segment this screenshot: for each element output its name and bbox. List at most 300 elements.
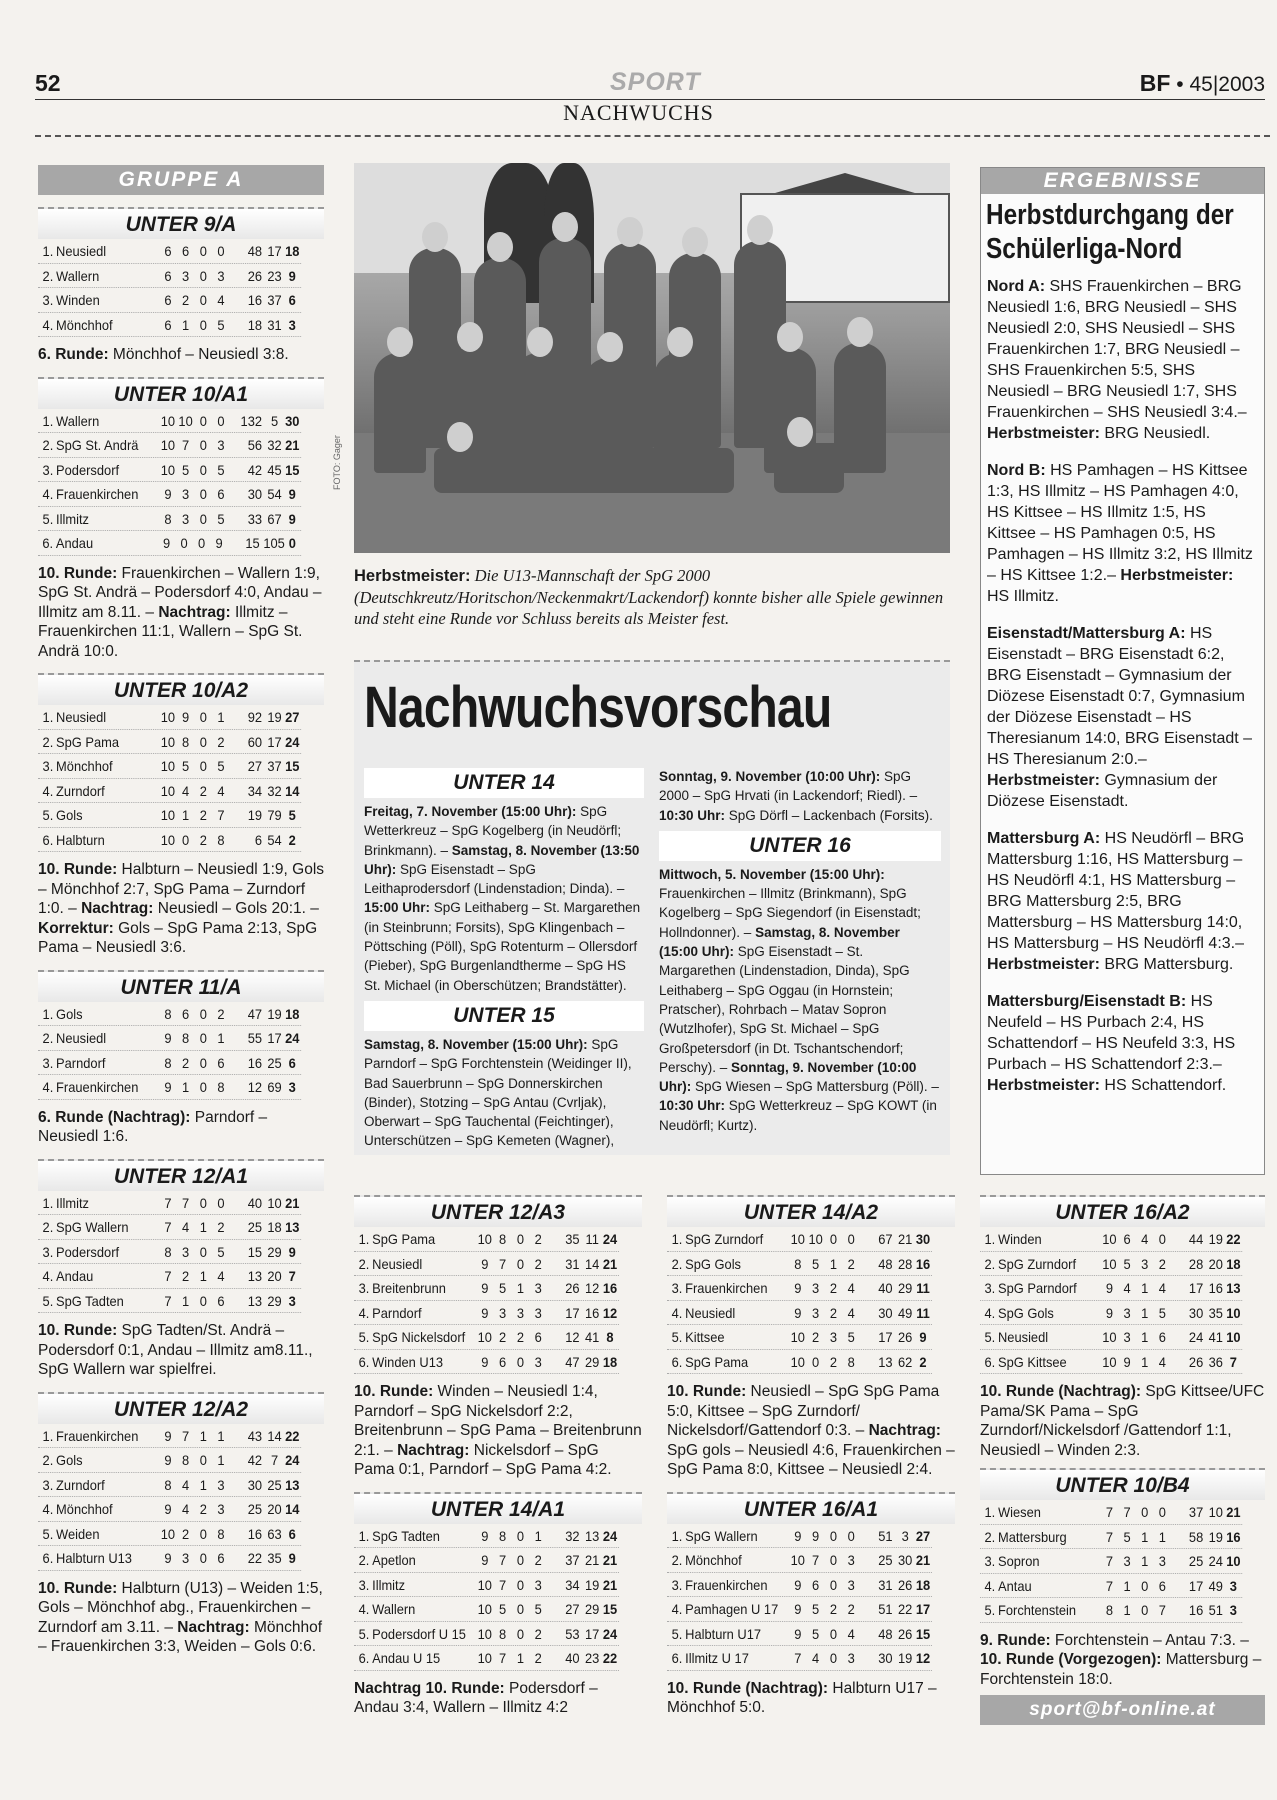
table-cell: 27 xyxy=(915,1527,931,1544)
table-cell: 7 xyxy=(217,807,225,823)
table-cell: 5. xyxy=(42,510,54,527)
table-cell: 16 xyxy=(247,1525,263,1542)
table-row xyxy=(38,239,301,264)
table-cell: 6. xyxy=(42,831,54,848)
table-cell: 2. xyxy=(984,1528,996,1545)
table-cell: 6 xyxy=(254,831,263,848)
table-cell: Neusiedl xyxy=(56,1030,107,1046)
table-cell: 3. xyxy=(42,461,54,478)
table-cell: 9 xyxy=(288,510,296,527)
table-row xyxy=(980,1252,1242,1277)
table-cell: 7 xyxy=(812,1552,820,1568)
table-cell: 42 xyxy=(247,461,263,478)
table-cell: 7 xyxy=(1158,1602,1166,1618)
table-cell: 3 xyxy=(901,1527,909,1544)
table-cell: 9 xyxy=(288,267,296,284)
table-cell: 19 xyxy=(267,709,282,725)
table-cell: Mönchhof xyxy=(56,758,113,774)
table-cell: 8 xyxy=(847,1353,855,1370)
table-cell: 6 xyxy=(217,1292,225,1309)
table-cell: 10 xyxy=(160,709,176,725)
table-cell: 0 xyxy=(829,1650,838,1666)
table-row xyxy=(38,779,301,804)
table-cell: 5. xyxy=(42,807,54,823)
result-text: Nachtrag 10. Runde: Podersdorf – Andau 3:4, Wallern – Illmitz 4:2 xyxy=(354,1679,598,1716)
table-cell: 7 xyxy=(499,1255,507,1272)
table-row xyxy=(980,1350,1242,1375)
table-cell: 21 xyxy=(285,1194,300,1211)
table-cell: 4. xyxy=(671,1304,683,1321)
table-cell: 19 xyxy=(1208,1528,1223,1545)
table-row xyxy=(354,1548,619,1573)
table-cell: Wallern xyxy=(56,267,100,284)
table-cell: Wiesen xyxy=(997,1504,1041,1520)
table-cell: 51 xyxy=(1208,1602,1223,1618)
table-cell: 0 xyxy=(217,243,225,259)
table-cell: 5. xyxy=(671,1625,683,1642)
table-cell: 30 xyxy=(285,412,300,429)
table-cell: 8 xyxy=(499,1625,507,1642)
table-cell: Parndorf xyxy=(372,1304,422,1321)
table-cell: 35 xyxy=(1208,1304,1223,1321)
photo-credit: FOTO: Gager xyxy=(332,435,342,490)
table-cell: 8 xyxy=(182,1030,190,1046)
table-cell: 2. xyxy=(671,1255,683,1272)
table-cell: Zurndorf xyxy=(56,782,105,799)
table-cell: Antau xyxy=(997,1577,1032,1594)
table-cell: 51 xyxy=(878,1601,893,1617)
table-cell: 7 xyxy=(164,1219,172,1235)
table-cell: 0 xyxy=(516,1255,525,1272)
table-cell: SpG Parndorf xyxy=(997,1280,1077,1296)
table-cell: 9 xyxy=(481,1353,489,1370)
table-cell: 4 xyxy=(847,1304,855,1321)
table-cell: 8 xyxy=(217,1079,225,1095)
table-cell: 10 xyxy=(477,1601,492,1617)
table-cell: 0 xyxy=(199,1079,207,1095)
table-cell: 25 xyxy=(267,1476,282,1493)
table-cell: Mattersburg xyxy=(997,1528,1067,1545)
table-cell: Winden xyxy=(997,1231,1042,1247)
table-cell: 43 xyxy=(247,1427,263,1444)
table-cell: Illmitz xyxy=(56,510,89,527)
table-cell: 16 xyxy=(247,1054,263,1071)
table-cell: Winden U13 xyxy=(372,1353,444,1370)
table-cell: 10 xyxy=(790,1231,805,1247)
table-cell: 0 xyxy=(829,1576,838,1593)
table-cell: 1. xyxy=(671,1527,683,1544)
table-cell: 16 xyxy=(1188,1602,1204,1618)
table-cell: 3 xyxy=(847,1650,855,1666)
table-cell: 19 xyxy=(585,1576,600,1593)
table-cell: 2 xyxy=(217,733,225,750)
table-cell: 10 xyxy=(1102,1255,1117,1272)
table-row xyxy=(980,1301,1242,1326)
table-row xyxy=(667,1548,932,1573)
table-cell: 4 xyxy=(1158,1353,1166,1370)
table-cell: 6 xyxy=(164,316,172,333)
table-cell: 0 xyxy=(516,1353,525,1370)
results-bar: ERGEBNISSE xyxy=(981,168,1264,194)
table-cell: 25 xyxy=(267,1054,282,1071)
table-cell: 2 xyxy=(829,1353,838,1370)
table-cell: 37 xyxy=(267,292,282,308)
table-cell: 0 xyxy=(199,510,207,527)
table-cell: 5 xyxy=(217,1243,225,1260)
table-cell: 30 xyxy=(878,1650,893,1666)
table-cell: 1 xyxy=(829,1255,838,1272)
table-cell: 19 xyxy=(267,1005,282,1022)
table-cell: 5 xyxy=(217,461,225,478)
table-row xyxy=(38,1546,301,1571)
table-cell: 7 xyxy=(182,437,190,453)
table-cell: 2 xyxy=(829,1280,838,1296)
table-cell: 3 xyxy=(1229,1602,1237,1618)
table-cell: 9 xyxy=(288,486,296,502)
table-cell: 62 xyxy=(898,1353,913,1370)
table-cell: Frauenkirchen xyxy=(685,1280,768,1296)
table-row xyxy=(354,1573,619,1598)
table-cell: SpG Gols xyxy=(997,1304,1054,1321)
table-cell: 6 xyxy=(182,243,190,259)
table-row xyxy=(354,1301,619,1326)
table-cell: 23 xyxy=(585,1650,600,1666)
table-cell: Illmitz xyxy=(372,1576,406,1593)
table-row xyxy=(667,1597,932,1622)
table-cell: 13 xyxy=(247,1292,263,1309)
table-cell: SpG Pama xyxy=(56,733,120,750)
table-cell: 9 xyxy=(481,1304,489,1321)
table-cell: 69 xyxy=(267,1079,282,1095)
table-cell: 17 xyxy=(1188,1577,1204,1594)
result-text: 10. Runde: Halbturn (U13) – Weiden 1:5, Gols – Mönchhof abg., Frauenkirchen – Zurndorf am 3.11. – Nachtrag: Mönchhof – Frauenkirchen 3:3, Weiden – Gols 0:6. xyxy=(38,1579,323,1655)
table-cell: 19 xyxy=(1208,1231,1223,1247)
subsection-title: NACHWUCHS xyxy=(563,100,714,125)
table-cell: 10 xyxy=(1226,1553,1241,1569)
team-photo xyxy=(354,163,950,553)
table-cell: 2 xyxy=(199,807,207,823)
table-cell: 3. xyxy=(42,1054,54,1071)
table-row xyxy=(38,1215,301,1240)
table-cell: 13 xyxy=(247,1268,263,1284)
table-cell: 48 xyxy=(878,1625,893,1642)
table-cell: 10 xyxy=(160,807,176,823)
table-row xyxy=(354,1524,619,1549)
table-cell: 2 xyxy=(534,1255,542,1272)
table-cell: 22 xyxy=(247,1550,263,1566)
table-row xyxy=(38,433,301,458)
table-cell: Wallern xyxy=(372,1601,416,1617)
table-cell: 20 xyxy=(267,1501,282,1517)
results-box xyxy=(980,167,1265,1175)
table-cell: Andau xyxy=(55,535,94,551)
table-cell: 8 xyxy=(1105,1602,1114,1618)
table-cell: 53 xyxy=(565,1625,580,1642)
table-cell: 9 xyxy=(794,1601,802,1617)
table-cell: 1 xyxy=(217,1427,225,1444)
table-cell: 31 xyxy=(267,316,282,333)
table-cell: 9 xyxy=(481,1527,489,1544)
table-cell: 6 xyxy=(288,1525,296,1542)
table-row xyxy=(38,1264,301,1289)
result-text: 6. Runde (Nachtrag): Parndorf – Neusiedl 1:6. xyxy=(38,1108,268,1145)
table-cell: 5 xyxy=(812,1601,820,1617)
table-cell: 1 xyxy=(1141,1329,1149,1345)
table-cell: 6. xyxy=(984,1353,996,1370)
table-cell: 3 xyxy=(534,1576,542,1593)
table-cell: SpG Wallern xyxy=(685,1527,758,1544)
result-text: 9. Runde: Forchtenstein – Antau 7:3. – 10. Runde (Vorgezogen): Mattersburg – Forchtenstein 18:0. xyxy=(980,1631,1262,1688)
table-cell: 9 xyxy=(481,1255,489,1272)
table-cell: 26 xyxy=(1188,1353,1204,1370)
table-cell: 92 xyxy=(247,709,263,725)
table-cell: 6. xyxy=(358,1353,370,1370)
table-cell: 0 xyxy=(516,1527,525,1544)
table-cell: 24 xyxy=(602,1625,618,1642)
table-cell: 6 xyxy=(499,1353,507,1370)
table-cell: 7 xyxy=(1105,1528,1114,1545)
standings-table xyxy=(38,1002,324,1100)
table-cell: 5. xyxy=(358,1329,370,1345)
table-cell: 3 xyxy=(182,1243,190,1260)
table-row xyxy=(354,1350,619,1375)
table-cell: Neusiedl xyxy=(997,1329,1049,1345)
table-row xyxy=(38,730,301,755)
table-cell: 21 xyxy=(1226,1504,1241,1520)
table-cell: 17 xyxy=(878,1329,893,1345)
table-cell: 3. xyxy=(984,1553,996,1569)
table-cell: 63 xyxy=(267,1525,282,1542)
table-row xyxy=(38,1289,301,1314)
table-cell: 41 xyxy=(1208,1329,1223,1345)
table-cell: 8 xyxy=(164,1476,172,1493)
table-row xyxy=(354,1646,619,1671)
table-title: UNTER 12/A2 xyxy=(38,1392,324,1424)
table-title: UNTER 14/A1 xyxy=(354,1492,642,1524)
table-cell: 54 xyxy=(267,831,282,848)
table-cell: 10 xyxy=(160,758,176,774)
table-cell: 0 xyxy=(847,1527,855,1544)
table-cell: 17 xyxy=(267,243,282,259)
table-cell: 3 xyxy=(288,1079,296,1095)
table-cell: 13 xyxy=(585,1527,600,1544)
table-cell: Frauenkirchen xyxy=(56,1079,139,1095)
table-row xyxy=(980,1525,1242,1550)
table-cell: 0 xyxy=(516,1625,525,1642)
table-cell: 1. xyxy=(358,1231,370,1247)
table-cell: 10 xyxy=(477,1231,492,1247)
table-cell: 0 xyxy=(516,1576,525,1593)
table-cell: 8 xyxy=(182,1452,190,1468)
bottom-col-1 xyxy=(354,1195,642,1718)
table-cell: 67 xyxy=(267,510,282,527)
table-cell: 10 xyxy=(160,733,176,750)
table-cell: Podersdorf xyxy=(56,1243,120,1260)
table-cell: 10 xyxy=(477,1650,492,1666)
table-row xyxy=(354,1276,619,1301)
table-cell: 9 xyxy=(794,1625,802,1642)
table-cell: 3 xyxy=(1158,1553,1166,1569)
table-cell: Sopron xyxy=(997,1553,1040,1569)
table-cell: 27 xyxy=(285,709,300,725)
table-cell: 47 xyxy=(247,1005,263,1022)
table-cell: 24 xyxy=(285,733,300,750)
table-cell: 5 xyxy=(217,316,225,333)
table-cell: 9 xyxy=(794,1304,802,1321)
table-cell: 9 xyxy=(164,1452,172,1468)
table-cell: 25 xyxy=(1188,1553,1204,1569)
table-cell: 18 xyxy=(247,316,263,333)
table-cell: 3 xyxy=(812,1304,820,1321)
table-cell: 7 xyxy=(499,1552,507,1568)
table-cell: 0 xyxy=(199,1005,207,1022)
table-cell: 58 xyxy=(1188,1528,1204,1545)
result-text: 10. Runde (Nachtrag): SpG Kittsee/UFC Pama/SK Pama – SpG Zurndorf/Nickelsdorf /Gattendorf 1:1, Neusiedl – Winden 2:3. xyxy=(980,1383,1265,1459)
table-cell: 5. xyxy=(42,1292,54,1309)
table-cell: Gols xyxy=(56,1452,83,1468)
table-cell: 5 xyxy=(288,807,296,823)
table-cell: 2. xyxy=(358,1255,370,1272)
table-cell: 13 xyxy=(285,1219,300,1235)
table-cell: 0 xyxy=(217,412,225,429)
table-cell: SpG Tadten xyxy=(56,1292,124,1309)
photo-caption: Herbstmeister: Die U13-Mannschaft der SpG 2000 (Deutschkreutz/Horitschon/Neckenmakrt/Lackendorf) konnte bisher alle Spiele gewinnen und steht eine Runde vor Schluss bereits als Meister fest. xyxy=(354,566,944,628)
table-row xyxy=(667,1646,932,1671)
table-cell: 10 xyxy=(808,1231,823,1247)
table-cell: 3. xyxy=(42,1476,54,1493)
table-cell: 11 xyxy=(916,1280,930,1296)
standings-table xyxy=(980,1500,1265,1623)
table-cell: 6 xyxy=(164,267,172,284)
table-cell: 0 xyxy=(199,1030,207,1046)
table-cell: 21 xyxy=(285,437,300,453)
table-row xyxy=(667,1573,932,1598)
table-row xyxy=(38,264,301,289)
table-cell: Andau U 15 xyxy=(372,1650,441,1666)
table-cell: 30 xyxy=(247,1476,263,1493)
table-cell: 10 xyxy=(160,782,176,799)
publication-separator: • xyxy=(1176,73,1184,96)
table-cell: 0 xyxy=(197,535,206,551)
table-cell: 8 xyxy=(217,831,225,848)
table-cell: 51 xyxy=(878,1527,893,1544)
table-cell: 3. xyxy=(42,292,54,308)
page-header xyxy=(35,64,1277,100)
table-cell: 8 xyxy=(794,1255,802,1272)
results-paragraph: Mattersburg A: HS Neudörfl – BRG Mattersburg 1:16, HS Mattersburg – HS Neudörfl 4:1, HS Mattersburg – BRG Mattersburg 2:5, BRG Mattersburg – HS Mattersburg 14:0, HS Mattersburg – HS Neudörfl 4:3.– Herbstmeister: BRG Mattersburg. xyxy=(987,830,1245,973)
table-cell: 14 xyxy=(285,1501,300,1517)
table-cell: 32 xyxy=(565,1527,580,1544)
table-cell: 4. xyxy=(358,1304,370,1321)
table-cell: 14 xyxy=(285,782,300,799)
table-cell: 4. xyxy=(42,316,54,333)
table-cell: 4. xyxy=(671,1601,683,1617)
table-cell: 6 xyxy=(1123,1231,1131,1247)
table-cell: Illmitz xyxy=(56,1194,89,1211)
table-cell: 6. xyxy=(42,1550,54,1566)
table-cell: 0 xyxy=(199,486,207,502)
table-row xyxy=(354,1597,619,1622)
results-paragraph: Nord A: SHS Frauenkirchen – BRG Neusiedl 1:6, BRG Neusiedl – SHS Neusiedl 2:0, SHS Neusiedl – SHS Frauenkirchen 1:7, BRG Neusiedl – SHS Frauenkirchen 5:5, SHS Neusiedl – BRG Neusiedl 1:7, SHS Frauenkirchen – SHS Neusiedl 3:4.– Herbstmeister: BRG Neusiedl. xyxy=(987,278,1247,442)
table-row xyxy=(38,507,301,532)
table-cell: 5 xyxy=(534,1601,542,1617)
table-cell: 6 xyxy=(164,243,172,259)
table-cell: 3 xyxy=(182,1550,190,1566)
table-cell: Gols xyxy=(56,807,83,823)
table-cell: 6 xyxy=(217,486,225,502)
table-cell: 1. xyxy=(671,1231,683,1247)
table-cell: 10 xyxy=(790,1353,805,1370)
table-cell: 1 xyxy=(1141,1304,1149,1321)
table-cell: 1. xyxy=(984,1231,996,1247)
table-cell: 2. xyxy=(42,267,54,284)
table-cell: 45 xyxy=(267,461,282,478)
table-cell: 18 xyxy=(285,243,300,259)
table-title: UNTER 11/A xyxy=(38,970,324,1002)
table-cell: 2. xyxy=(42,1219,54,1235)
table-cell: 29 xyxy=(585,1601,600,1617)
table-cell: 0 xyxy=(516,1552,525,1568)
email-link[interactable]: sport@bf-online.at xyxy=(980,1695,1265,1725)
table-cell: 0 xyxy=(199,1292,207,1309)
table-cell: 0 xyxy=(199,733,207,750)
table-cell: 9 xyxy=(1123,1353,1131,1370)
table-row xyxy=(38,313,301,338)
table-cell: 44 xyxy=(1188,1231,1204,1247)
table-cell: 48 xyxy=(878,1255,893,1272)
table-cell: 29 xyxy=(898,1280,913,1296)
table-cell: 42 xyxy=(247,1452,263,1468)
table-cell: 10 xyxy=(1102,1353,1117,1370)
table-cell: 20 xyxy=(267,1268,282,1284)
table-cell: SpG Gols xyxy=(685,1255,742,1272)
table-row xyxy=(38,1448,301,1473)
table-cell: 18 xyxy=(285,1005,300,1022)
table-cell: 6. xyxy=(358,1650,370,1666)
table-cell: 21 xyxy=(585,1552,600,1568)
table-row xyxy=(667,1325,932,1350)
table-title: UNTER 12/A1 xyxy=(38,1159,324,1191)
table-cell: Mönchhof xyxy=(56,316,113,333)
table-cell: 30 xyxy=(247,486,263,502)
table-cell: 16 xyxy=(602,1280,618,1296)
table-cell: 1 xyxy=(199,1427,207,1444)
table-title: UNTER 10/A1 xyxy=(38,377,324,409)
result-text: 10. Runde: Frauenkirchen – Wallern 1:9, SpG St. Andrä – Podersdorf 4:0, Andau – Illmitz am 8.11. – Nachtrag: Illmitz – Frauenkirchen 11:1, Wallern – SpG St. Andrä 10:0. xyxy=(38,564,322,660)
table-cell: 17 xyxy=(267,1030,282,1046)
table-title: UNTER 16/A1 xyxy=(667,1492,955,1524)
table-cell: 2 xyxy=(182,292,190,308)
table-row xyxy=(980,1227,1242,1252)
table-cell: Frauenkirchen xyxy=(56,486,139,502)
table-cell: 9 xyxy=(481,1552,489,1568)
table-row xyxy=(38,1497,301,1522)
table-cell: 6 xyxy=(288,1054,296,1071)
table-cell: 9 xyxy=(164,486,172,502)
table-cell: 2 xyxy=(516,1329,525,1345)
table-row xyxy=(354,1227,619,1252)
result-text: 10. Runde (Nachtrag): Halbturn U17 – Mönchhof 5:0. xyxy=(667,1679,937,1716)
table-cell: 3 xyxy=(534,1353,542,1370)
table-row xyxy=(38,1191,301,1216)
table-cell: 2 xyxy=(199,782,207,799)
table-cell: 10 xyxy=(477,1329,492,1345)
table-cell: 2 xyxy=(182,1054,190,1071)
table-cell: 2 xyxy=(829,1601,838,1617)
table-cell: 56 xyxy=(247,437,263,453)
table-cell: 0 xyxy=(199,1243,207,1260)
table-cell: 1 xyxy=(1158,1528,1166,1545)
